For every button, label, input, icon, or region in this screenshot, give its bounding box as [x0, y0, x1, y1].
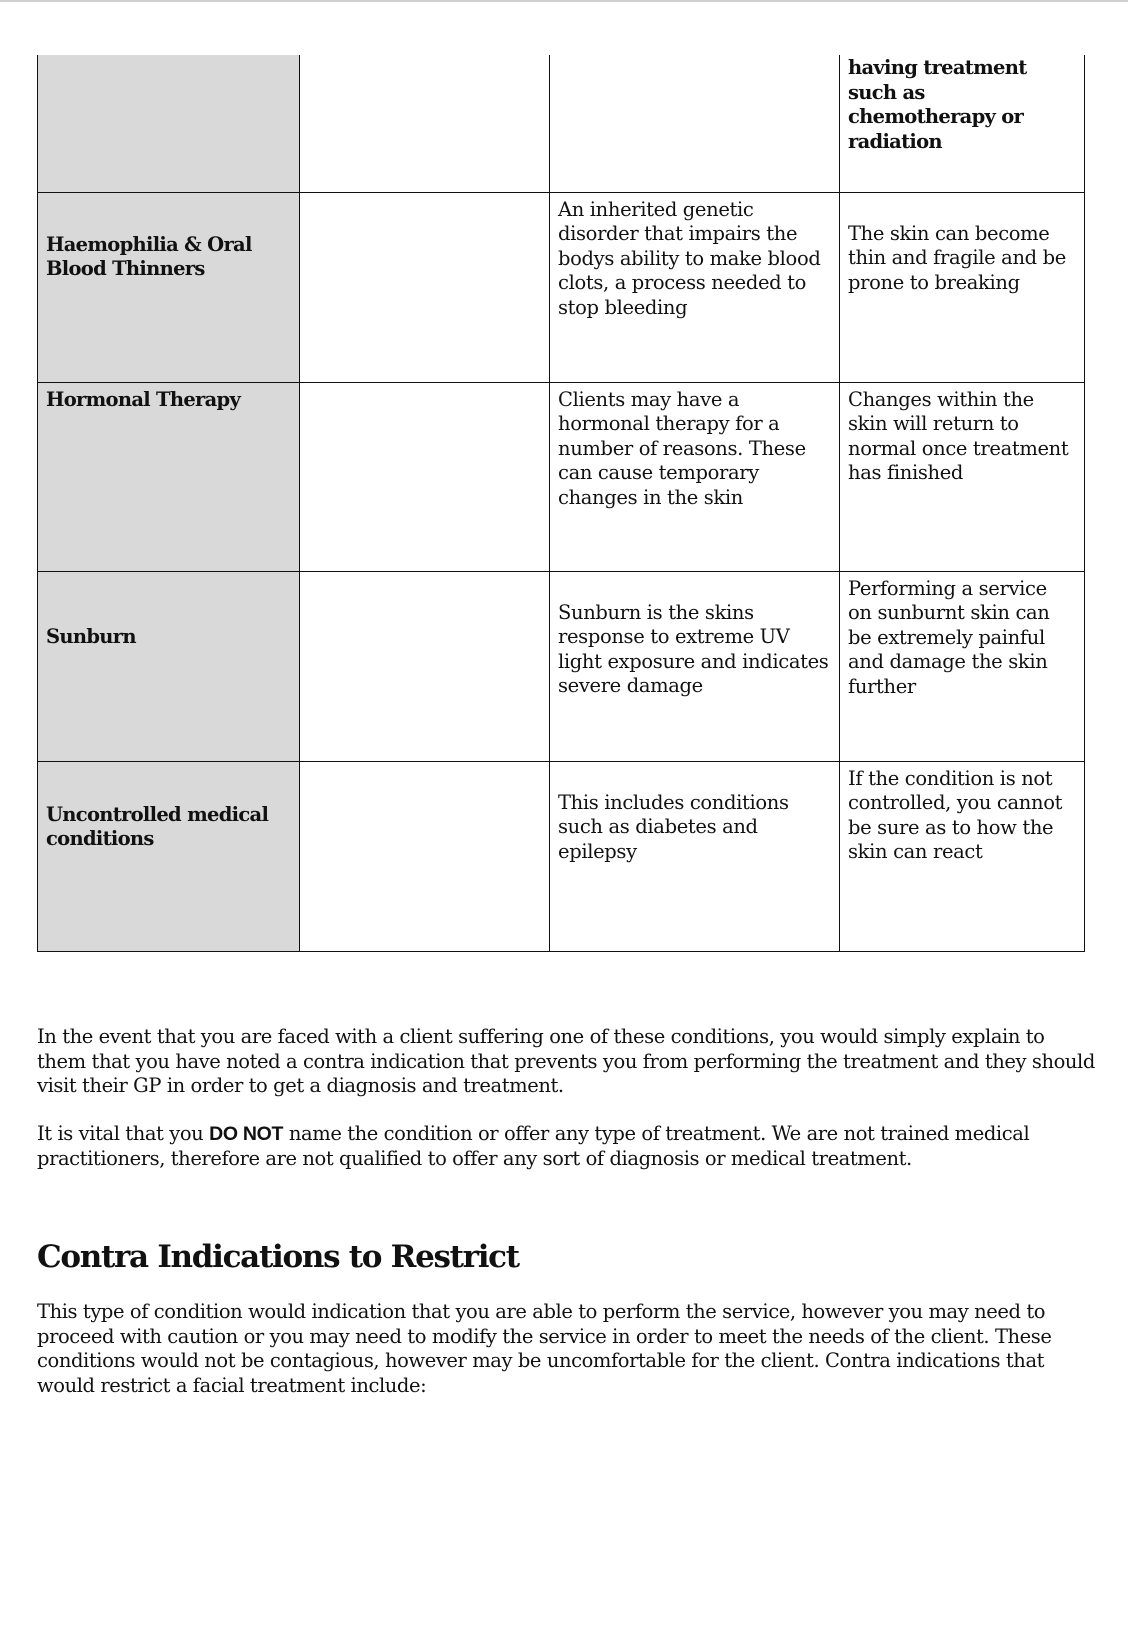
gp-referral-paragraph: In the event that you are faced with a client suffering one of these conditions, you would simply explain to them that you have noted a contra indication that prevents you from performing the treatment and they should visit their GP in order to get a diagnosis and treatment.: [37, 1025, 1095, 1097]
contra-indications-table: [37, 55, 1085, 952]
description-text: Clients may have a hormonal therapy for a number of reasons. These can cause temporary changes in the skin: [558, 387, 806, 509]
empty-cell: [300, 382, 550, 571]
condition-cell: [38, 55, 300, 192]
condition-name: Haemophilia & Oral Blood Thinners: [46, 232, 252, 281]
table-row: [38, 382, 1085, 571]
condition-name: Hormonal Therapy: [46, 387, 241, 411]
table-body: [38, 55, 1085, 951]
condition-cell: [38, 571, 300, 761]
condition-cell: [38, 761, 300, 951]
do-not-diagnose-paragraph: [37, 1122, 1097, 1171]
description-text: Sunburn is the skins response to extreme UV light exposure and indicates severe damage: [558, 600, 829, 698]
condition-cell: [38, 382, 300, 571]
emphasis-do-not: DO NOT: [209, 1123, 284, 1145]
empty-cell: [300, 192, 550, 382]
condition-cell: [38, 192, 300, 382]
reason-text: Performing a service on sunburnt skin can be extremely painful and damage the skin further: [848, 576, 1050, 698]
description-text: An inherited genetic disorder that impairs the bodys ability to make blood clots, a process needed to stop bleeding: [558, 197, 821, 319]
description-text: This includes conditions such as diabetes and epilepsy: [558, 790, 789, 863]
empty-cell: [300, 571, 550, 761]
reason-text: The skin can become thin and fragile and be prone to breaking: [848, 221, 1066, 294]
reason-text: If the condition is not controlled, you cannot be sure as to how the skin can react: [848, 766, 1063, 864]
reason-text: Changes within the skin will return to normal once treatment has finished: [848, 387, 1069, 485]
table-row: [38, 761, 1085, 951]
table-row: [38, 571, 1085, 761]
paragraph-text: It is vital that you: [37, 1122, 210, 1145]
paragraph-text: name the condition or offer any type of treatment. We are not trained medical practitioners, therefore are not qualified to offer any sort of diagnosis or medical treatment.: [37, 1122, 1030, 1170]
reason-text: having treatment such as chemotherapy or radiation: [848, 56, 1027, 153]
reason-cell: [840, 55, 1085, 192]
condition-name: Uncontrolled medical conditions: [46, 802, 269, 851]
reason-cell: [840, 761, 1085, 951]
condition-name: Sunburn: [46, 624, 136, 648]
description-cell: [550, 571, 840, 761]
empty-cell: [300, 761, 550, 951]
reason-cell: [840, 382, 1085, 571]
table-row: [38, 55, 1085, 192]
page-top-rule: [0, 0, 1128, 2]
reason-cell: [840, 192, 1085, 382]
empty-cell: [300, 55, 550, 192]
reason-cell: [840, 571, 1085, 761]
restrict-intro-paragraph: This type of condition would indication that you are able to perform the service, however you may need to proceed with caution or you may need to modify the service in order to meet the needs of the client. These conditions would not be contagious, however may be uncomfortable for the client. Contra indications that would restrict a facial treatment include:: [37, 1300, 1052, 1397]
description-cell: [550, 55, 840, 192]
description-cell: [550, 761, 840, 951]
description-cell: [550, 192, 840, 382]
section-heading: Contra Indications to Restrict: [37, 1239, 519, 1275]
table-row: [38, 192, 1085, 382]
description-cell: [550, 382, 840, 571]
